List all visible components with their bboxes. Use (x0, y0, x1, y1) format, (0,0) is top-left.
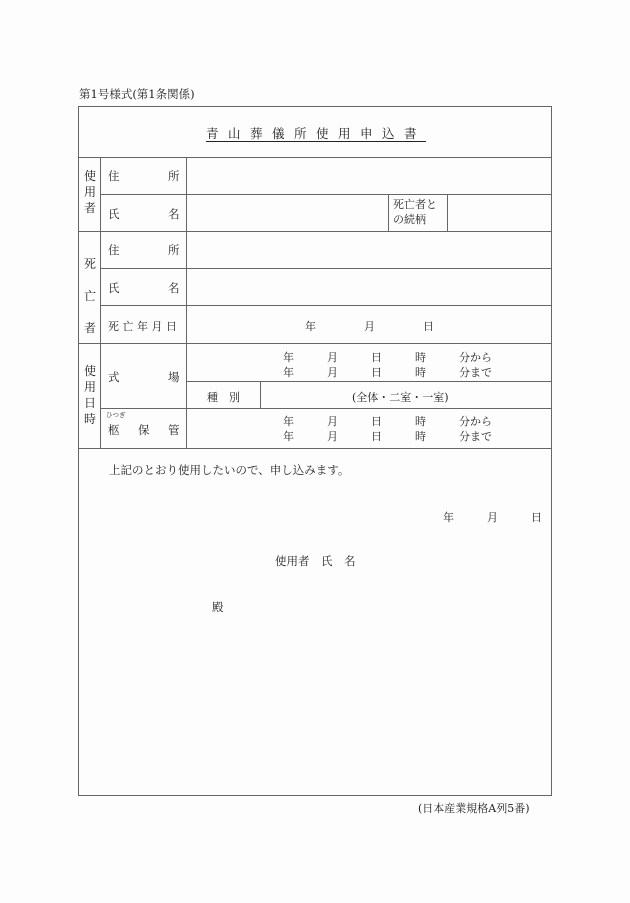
relation-label-line: 死亡者と (393, 198, 437, 211)
relation-field[interactable] (448, 195, 552, 231)
group-char: 者 (83, 201, 96, 215)
group-char: 時 (83, 412, 96, 426)
divider (186, 381, 552, 382)
deceased-group-label (79, 248, 101, 344)
divider (78, 343, 552, 344)
application-date[interactable]: 年 月 日 (443, 511, 542, 524)
ceremony-to[interactable]: 年 月 日 時 分まで (283, 366, 492, 379)
group-char: 使 (83, 169, 96, 183)
paper-size-note: (日本産業規格A列5番) (418, 802, 530, 815)
group-char: 日 (83, 396, 96, 410)
death-date-label: 死 亡 年 月 日 (108, 320, 177, 333)
death-year: 年 (305, 320, 316, 333)
coffin-label-2: 保 (138, 423, 150, 437)
divider (78, 448, 552, 449)
deceased-name-label-1: 氏 (108, 281, 120, 295)
relation-label-line: の続柄 (393, 213, 426, 226)
ceremony-label-1: 式 (108, 370, 120, 384)
coffin-ruby: ひつぎ (106, 411, 126, 419)
signer-label: 使用者 氏 名 (275, 554, 356, 568)
ceremony-label-2: 場 (168, 370, 180, 384)
death-day: 日 (423, 320, 434, 333)
coffin-label-1: 柩 (108, 423, 120, 437)
death-month: 月 (364, 320, 375, 333)
group-char: 使 (83, 364, 96, 378)
group-char: 用 (83, 380, 96, 394)
coffin-label-3: 管 (168, 423, 180, 437)
deceased-address-label-2: 所 (168, 243, 180, 257)
applicant-group-label (79, 168, 101, 216)
applicant-address-field[interactable] (187, 158, 552, 194)
addressee-suffix: 殿 (212, 600, 224, 614)
divider (100, 408, 552, 409)
deceased-name-label-2: 名 (168, 281, 180, 295)
group-char: 亡 (83, 289, 96, 303)
form-title: 青山葬儀所使用申込書 (206, 126, 427, 141)
type-options[interactable]: (全体・二室・一室) (352, 391, 449, 404)
deceased-address-label-1: 住 (108, 243, 120, 257)
divider (260, 381, 261, 408)
divider (388, 194, 389, 231)
coffin-from[interactable]: 年 月 日 時 分から (283, 415, 492, 428)
statement: 上記のとおり使用したいので、申し込みます。 (109, 463, 350, 477)
applicant-name-label-1: 氏 (108, 207, 120, 221)
group-char: 者 (83, 321, 96, 335)
usage-group-label (79, 363, 101, 427)
deceased-name-field[interactable] (187, 269, 552, 305)
form-number: 第1号様式(第1条関係) (79, 87, 195, 101)
group-char: 用 (83, 185, 96, 199)
group-char: 死 (83, 257, 96, 271)
ceremony-from[interactable]: 年 月 日 時 分から (283, 351, 492, 364)
applicant-name-label-2: 名 (168, 207, 180, 221)
applicant-address-label-1: 住 (108, 169, 120, 183)
type-label: 種 別 (207, 391, 240, 404)
applicant-address-label-2: 所 (168, 169, 180, 183)
coffin-to[interactable]: 年 月 日 時 分まで (283, 430, 492, 443)
death-date-field[interactable] (187, 306, 552, 343)
deceased-address-field[interactable] (187, 232, 552, 268)
applicant-name-field[interactable] (187, 195, 388, 231)
relation-label (393, 197, 437, 227)
